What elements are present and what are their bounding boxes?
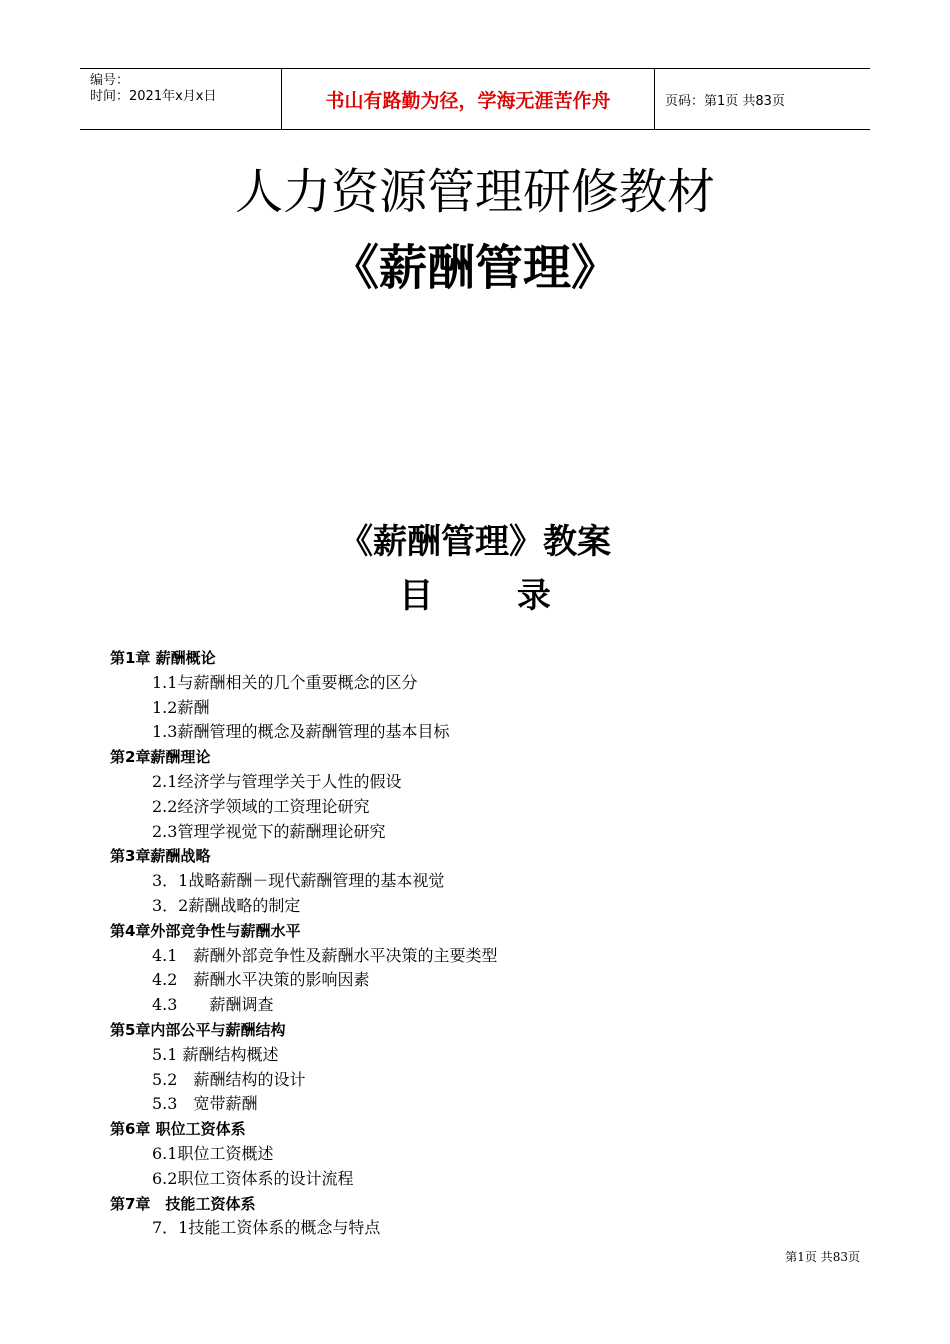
toc-section: 2.1经济学与管理学关于人性的假设: [152, 771, 402, 791]
toc-section: 5.2 薪酬结构的设计: [152, 1069, 306, 1089]
toc-section: 4.2 薪酬水平决策的影响因素: [152, 970, 370, 990]
number-label: 编号：: [90, 73, 130, 88]
toc-section: 7．1技能工资体系的概念与特点: [152, 1218, 381, 1238]
header-motto: 书山有路勤为径，学海无涯苦作舟: [282, 69, 655, 129]
toc-chapter: 第1章 薪酬概论: [110, 649, 216, 667]
table-of-contents: [110, 646, 870, 1241]
toc-chapter: 第3章薪酬战略: [110, 847, 211, 866]
toc-section: 5.3 宽带薪酬: [152, 1094, 258, 1114]
toc-section: 3．2薪酬战略的制定: [152, 895, 301, 915]
toc-section: 4.1 薪酬外部竞争性及薪酬水平决策的主要类型: [152, 945, 498, 965]
toc-section: 5.1 薪酬结构概述: [152, 1044, 279, 1064]
header-meta: [80, 69, 282, 129]
toc-section: 6.2职位工资体系的设计流程: [152, 1168, 354, 1188]
toc-section: 4.3 薪酬调查: [152, 995, 274, 1015]
main-title: 人力资源管理研修教材: [234, 164, 715, 220]
date-label: 时间：2021年x月x日: [90, 89, 217, 104]
toc-heading: 目 录: [399, 576, 587, 616]
header-page-info: 页码：第1页 共83页: [665, 93, 785, 109]
sub-title: 《薪酬管理》: [330, 240, 619, 296]
page-header: [80, 68, 870, 130]
toc-chapter: 第4章外部竞争性与薪酬水平: [110, 921, 301, 940]
toc-chapter: 第6章 职位工资体系: [110, 1120, 246, 1139]
toc-section: 2.3管理学视觉下的薪酬理论研究: [152, 821, 386, 841]
toc-section: 2.2经济学领域的工资理论研究: [152, 796, 370, 816]
toc-chapter: 第5章内部公平与薪酬结构: [110, 1020, 286, 1039]
toc-chapter: 第2章薪酬理论: [110, 748, 211, 767]
toc-section: 6.1职位工资概述: [152, 1143, 274, 1163]
toc-section: 1.3薪酬管理的概念及薪酬管理的基本目标: [152, 722, 450, 742]
toc-section: 3．1战略薪酬－现代薪酬管理的基本视觉: [152, 871, 445, 891]
document-title: 《薪酬管理》教案: [339, 522, 611, 562]
toc-section: 1.2薪酬: [152, 697, 210, 717]
toc-section: 1.1与薪酬相关的几个重要概念的区分: [152, 672, 418, 692]
page-footer: 第1页 共83页: [785, 1250, 860, 1264]
toc-chapter: 第7章 技能工资体系: [110, 1194, 256, 1213]
